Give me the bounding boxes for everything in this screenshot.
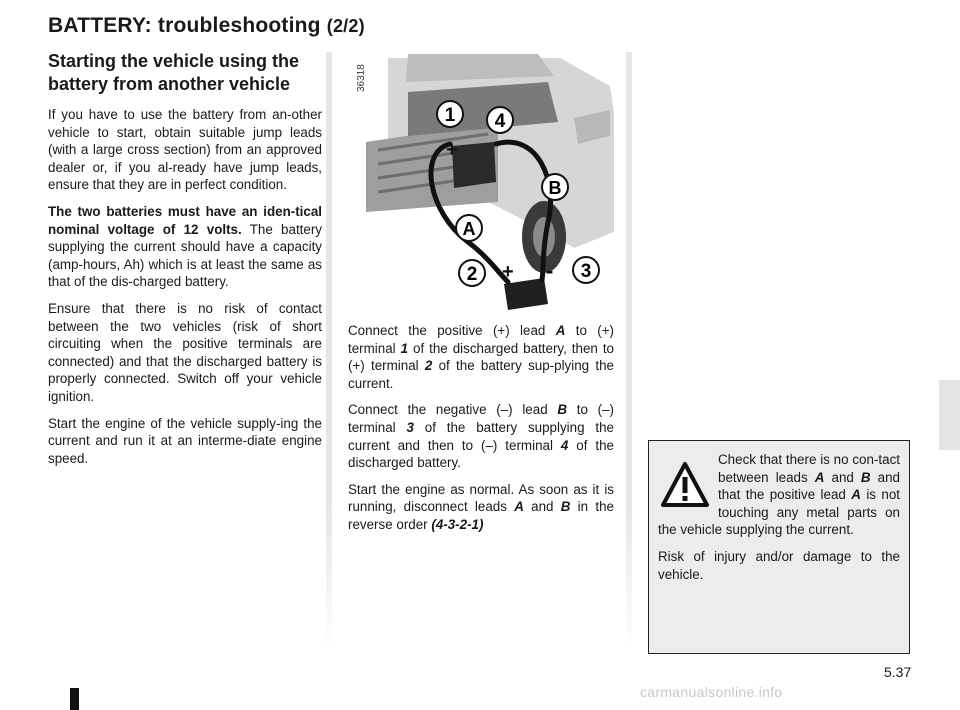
- page-number: 5.37: [884, 664, 912, 680]
- warning-text-risk: Risk of injury and/or damage to the vehicle.: [658, 548, 900, 582]
- svg-text:B: B: [548, 178, 562, 198]
- svg-text:4: 4: [494, 111, 506, 132]
- plus-sign-discharged: +: [446, 139, 458, 161]
- paragraph-disconnect: Start the engine as normal. As soon as it is running, disconnect leads A and B in the reverse order (4-3-2-1): [348, 481, 614, 532]
- discharged-battery: [452, 142, 496, 188]
- section-title: Starting the vehicle using the battery from another vehicle: [48, 51, 300, 94]
- voltage-capacity-text: The battery supplying the current should have a capacity (amp-hours, Ah) which is at least the same as that of the dis-charged battery.: [48, 221, 322, 290]
- minus-sign-supplying: -: [546, 258, 554, 283]
- column-divider-right: [626, 52, 632, 652]
- page-title: [48, 14, 365, 38]
- left-column: [48, 50, 322, 476]
- paragraph-connect-negative: Connect the negative (–) lead B to (–) terminal 3 of the battery supplying the current and then to (–) terminal 4 of the discharged battery.: [348, 402, 614, 471]
- chapter-side-tab: [939, 380, 960, 450]
- label-circle-b: [542, 174, 568, 200]
- watermark: carmanualsonline.info: [640, 684, 783, 700]
- label-circle-2: [459, 260, 485, 286]
- page-title-text: BATTERY: troubleshooting: [48, 14, 321, 37]
- label-circle-1: [437, 101, 463, 127]
- svg-text:3: 3: [580, 261, 592, 282]
- warning-triangle-icon: [660, 461, 710, 509]
- paragraph-start-supplier: Start the engine of the vehicle supply-ing the current and run it at an interme-diate engine speed.: [48, 415, 322, 466]
- label-circle-4: [487, 107, 513, 133]
- middle-column: [348, 322, 614, 543]
- svg-text:A: A: [462, 219, 476, 239]
- paragraph-jump-leads: If you have to use the battery from an-other vehicle to start, obtain suitable jump leads (with a large cross section) from an approved dealer or, if you al-ready have jump leads, ensure that they are in perfect condition.: [48, 107, 322, 193]
- jump-start-illustration: [348, 52, 614, 312]
- page-corner-mark: [70, 688, 79, 710]
- warning-box: [648, 440, 910, 654]
- illustration-ref-code: 36318: [356, 64, 367, 92]
- label-circle-a: [456, 215, 482, 241]
- warning-text-contact: Check that there is no con-tact between leads A and B and that the positive lead A is not touching any metal parts on the vehicle supplying the current.: [658, 452, 900, 538]
- paragraph-contact-risk: Ensure that there is no risk of contact between the two vehicles (risk of short circuiting when the positive terminals are connected) and that the discharged battery is properly connected. Switch off your vehicle ignition.: [48, 300, 322, 404]
- label-circle-3: [573, 257, 599, 283]
- svg-text:1: 1: [444, 105, 456, 126]
- voltage-warning-bold: The two batteries must have an iden-tical nominal voltage of 12 volts.: [48, 203, 322, 237]
- paragraph-connect-positive: Connect the positive (+) lead A to (+) terminal 1 of the discharged battery, then to (+) terminal 2 of the battery sup-plying the current.: [348, 323, 614, 391]
- svg-text:2: 2: [466, 264, 478, 285]
- plus-sign-supplying: +: [502, 261, 514, 283]
- page-title-part: (2/2): [326, 16, 365, 36]
- jump-start-drawing: [348, 52, 614, 312]
- paragraph-voltage: [48, 203, 322, 291]
- column-divider-left: [326, 52, 332, 652]
